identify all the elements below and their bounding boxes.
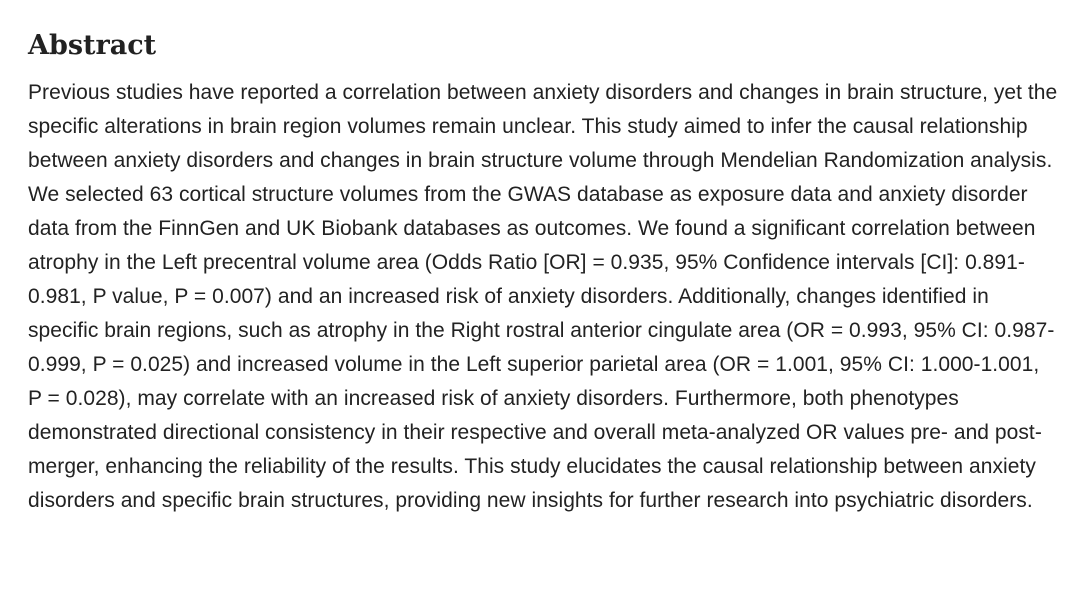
abstract-section [28, 26, 1058, 518]
abstract-body-text: Previous studies have reported a correlation between anxiety disorders and changes in brain structure, yet the specific alterations in brain region volumes remain unclear. This study aimed to infer the causal relationship between anxiety disorders and changes in brain structure volume through Mendelian Randomization analysis. We selected 63 cortical structure volumes from the GWAS database as exposure data and anxiety disorder data from the FinnGen and UK Biobank databases as outcomes. We found a significant correlation between atrophy in the Left precentral volume area (Odds Ratio [OR] = 0.935, 95% Confidence intervals [CI]: 0.891-0.981, P value, P = 0.007) and an increased risk of anxiety disorders. Additionally, changes identified in specific brain regions, such as atrophy in the Right rostral anterior cingulate area (OR = 0.993, 95% CI: 0.987-0.999, P = 0.025) and increased volume in the Left superior parietal area (OR = 1.001, 95% CI: 1.000-1.001, P = 0.028), may correlate with an increased risk of anxiety disorders. Furthermore, both phenotypes demonstrated directional consistency in their respective and overall meta-analyzed OR values pre- and post-merger, enhancing the reliability of the results. This study elucidates the causal relationship between anxiety disorders and specific brain structures, providing new insights for further research into psychiatric disorders. [28, 81, 1058, 512]
abstract-heading: Abstract [28, 30, 157, 61]
